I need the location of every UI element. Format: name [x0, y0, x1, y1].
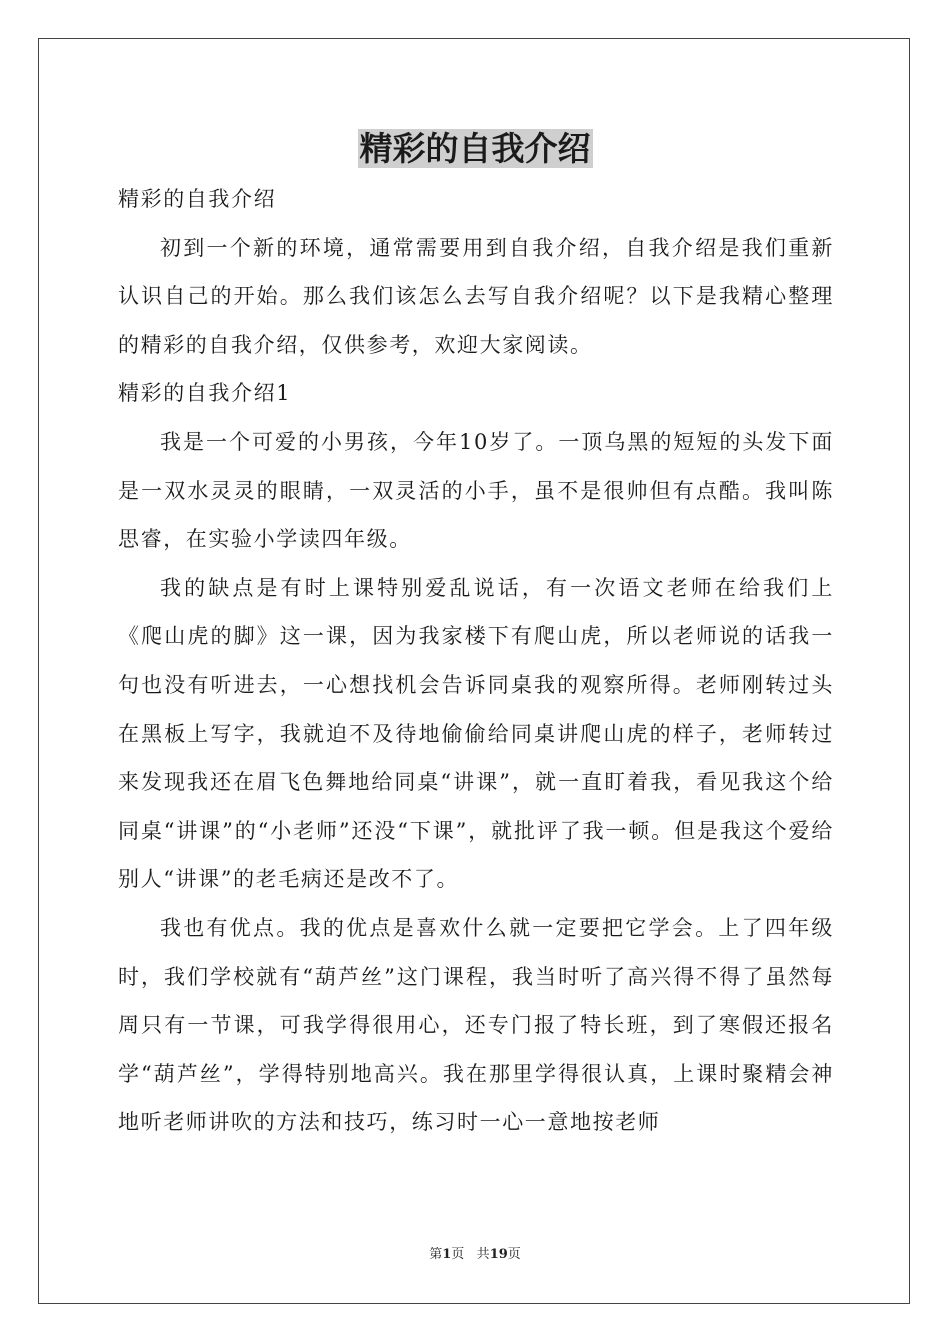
page-number: 1 — [442, 1247, 452, 1262]
document-body — [118, 175, 834, 1147]
total-prefix: 共 — [476, 1247, 490, 1262]
page-footer — [0, 1245, 950, 1265]
paragraph-5: 我的缺点是有时上课特别爱乱说话，有一次语文老师在给我们上《爬山虎的脚》这一课，因为我家楼下有爬山虎，所以老师说的话我一句也没有听进去，一心想找机会告诉同桌我的观察所得。老师刚转过头在黑板上写字，我就迫不及待地偷偷给同桌讲爬山虎的样子，老师转过来发现我还在眉飞色舞地给同桌“讲课”，就一直盯着我，看见我这个给同桌“讲课”的“小老师”还没“下课”，就批评了我一顿。但是我这个爱给别人“讲课”的老毛病还是改不了。 — [118, 575, 834, 892]
paragraph-4: 我是一个可爱的小男孩，今年10岁了。一顶乌黑的短短的头发下面是一双水灵灵的眼睛，一双灵活的小手，虽不是很帅但有点酷。我叫陈思睿，在实验小学读四年级。 — [118, 429, 834, 552]
paragraph-3: 精彩的自我介绍1 — [118, 381, 292, 406]
total-suffix: 页 — [507, 1247, 521, 1262]
paragraph-6: 我也有优点。我的优点是喜欢什么就一定要把它学会。上了四年级时，我们学校就有“葫芦丝”这门课程，我当时听了高兴得不得了虽然每周只有一节课，可我学得很用心，还专门报了特长班，到了寒假还报名学“葫芦丝”，学得特别地高兴。我在那里学得很认真，上课时聚精会神地听老师讲吹的方法和技巧，练习时一心一意地按老师 — [118, 915, 834, 1135]
paragraph-2: 初到一个新的环境，通常需要用到自我介绍，自我介绍是我们重新认识自己的开始。那么我们该怎么去写自我介绍呢？以下是我精心整理的精彩的自我介绍，仅供参考，欢迎大家阅读。 — [118, 235, 834, 357]
page-prefix: 第 — [429, 1247, 443, 1262]
paragraph-1: 精彩的自我介绍 — [118, 187, 277, 211]
document-title-text: 精彩的自我介绍 — [359, 129, 591, 168]
page-suffix: 页 — [451, 1247, 465, 1262]
total-pages: 19 — [489, 1247, 508, 1262]
document-title — [0, 124, 950, 174]
